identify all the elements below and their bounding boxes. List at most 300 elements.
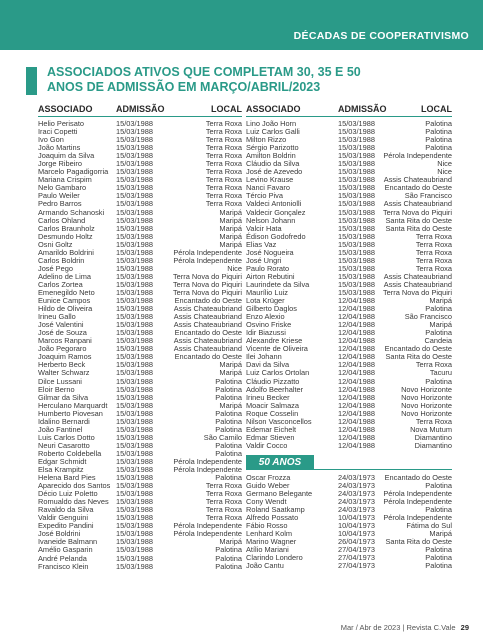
cell-name: Roque Cosselin — [246, 408, 299, 418]
cell-date: 15/03/1988 — [116, 159, 153, 169]
cell-date: 15/03/1988 — [338, 231, 375, 241]
cell-place: Assis Chateaubriand — [173, 344, 242, 354]
cell-name: Valdecir Gonçalez — [246, 207, 306, 217]
cell-name: Helio Perisato — [38, 119, 85, 128]
cell-place: Terra Nova do Piquiri — [382, 207, 452, 217]
cell-name: João Cantu — [246, 561, 284, 571]
cell-name: Idalino Bernardi — [38, 416, 90, 426]
cell-name: Vicente de Oliveira — [246, 344, 308, 354]
cell-place: Novo Horizonte — [401, 384, 452, 394]
cell-place: Palotina — [215, 440, 242, 450]
cell-date: 15/03/1988 — [116, 489, 153, 499]
cell-place: Novo Horizonte — [401, 392, 452, 402]
cell-place: Diamantino — [414, 440, 452, 450]
cell-name: Valdir Cocco — [246, 440, 288, 450]
cell-name: Elsa Krampitz — [38, 465, 84, 475]
cell-name: Edemar Eichelt — [246, 424, 297, 434]
cell-place: Assis Chateaubriand — [383, 199, 452, 209]
cell-date: 15/03/1988 — [116, 183, 153, 193]
cell-date: 26/04/1973 — [338, 537, 375, 547]
cell-place: Palotina — [425, 376, 452, 386]
cell-place: Novo Horizonte — [401, 408, 452, 418]
cell-name: Marino Wagner — [246, 537, 297, 547]
cell-place: Maripá — [219, 231, 242, 241]
cell-date: 15/03/1988 — [116, 440, 153, 450]
cell-place: Maripá — [219, 223, 242, 233]
cell-name: José de Azevedo — [246, 167, 303, 177]
cell-date: 15/03/1988 — [338, 175, 375, 185]
cell-place: Terra Roxa — [205, 199, 242, 209]
cell-place: Terra Nova do Piquiri — [172, 271, 242, 281]
cell-date: 12/04/1988 — [338, 344, 375, 354]
cell-place: Encantado do Oeste — [384, 344, 452, 354]
cell-place: Maripá — [429, 296, 452, 306]
cell-place: Encantado do Oeste — [174, 328, 242, 338]
cell-name: Luis Carlos Dotto — [38, 432, 95, 442]
cell-name: Valcir Hata — [246, 223, 282, 233]
cell-date: 15/03/1988 — [116, 207, 153, 217]
cell-date: 15/03/1988 — [338, 199, 375, 209]
cell-date: 12/04/1988 — [338, 384, 375, 394]
cell-place: Santa Rita do Oeste — [385, 223, 452, 233]
cell-name: Eunice Campos — [38, 296, 91, 306]
cell-name: Germano Belegante — [246, 489, 313, 499]
cell-name: Édison Godofredo — [246, 231, 306, 241]
cell-place: Santa Rita do Oeste — [385, 352, 452, 362]
cell-place: Terra Roxa — [205, 127, 242, 137]
cell-name: Nilson Vasconcellos — [246, 416, 312, 426]
cell-place: Palotina — [425, 119, 452, 128]
cell-name: Alexandre Kriese — [246, 336, 303, 346]
cell-date: 15/03/1988 — [116, 304, 153, 314]
footer — [341, 623, 469, 632]
cell-name: Amilton Boldrin — [246, 151, 296, 161]
cell-date: 12/04/1988 — [338, 440, 375, 450]
cell-name: Alfredo Possato — [246, 513, 299, 523]
cell-date: 15/03/1988 — [338, 207, 375, 217]
cell-place: Palotina — [215, 416, 242, 426]
cell-name: Francisco Klein — [38, 561, 89, 571]
cell-date: 24/03/1973 — [338, 497, 375, 507]
divider — [314, 469, 452, 470]
cell-name: Atílio Mariani — [246, 545, 289, 555]
cell-name: Valdeci Antoniolli — [246, 199, 302, 209]
cell-name: Irineu Gallo — [38, 312, 76, 322]
cell-name: Cláudio Pizzatto — [246, 376, 300, 386]
cell-place: Maripá — [429, 320, 452, 330]
cell-name: Décio Luiz Poletto — [38, 489, 98, 499]
cell-name: José Pego — [38, 263, 73, 273]
cell-place: Nice — [437, 167, 452, 177]
cell-date: 15/03/1988 — [116, 119, 153, 128]
cell-date: 24/03/1973 — [338, 489, 375, 499]
cell-name: Emenegildo Neto — [38, 287, 95, 297]
cell-name: Ravaldo da Silva — [38, 505, 94, 515]
cell-place: Terra Roxa — [415, 255, 452, 265]
cell-name: Dilce Lussani — [38, 376, 82, 386]
cell-place: Palotina — [215, 553, 242, 563]
cell-date: 15/03/1988 — [116, 408, 153, 418]
cell-place: Terra Roxa — [205, 119, 242, 128]
left-column — [38, 103, 242, 571]
cell-name: Hildo de Oliveira — [38, 304, 93, 314]
cell-date: 15/03/1988 — [116, 143, 153, 153]
page-number: 29 — [460, 623, 469, 632]
cell-place: Assis Chateaubriand — [383, 279, 452, 289]
cell-date: 12/04/1988 — [338, 400, 375, 410]
cell-place: Pérola Independente — [383, 513, 452, 523]
cell-date: 15/03/1988 — [116, 127, 153, 137]
right-rows-30-35 — [246, 120, 452, 450]
cell-date: 10/04/1973 — [338, 513, 375, 523]
cell-place: Maripá — [219, 215, 242, 225]
table-row — [38, 563, 242, 571]
cell-name: André Pelanda — [38, 553, 87, 563]
cell-place: Terra Nova do Piquiri — [172, 287, 242, 297]
cell-name: Herculano Marquardt — [38, 400, 108, 410]
cell-name: Carlos Ohland — [38, 215, 86, 225]
title-accent-icon — [26, 67, 37, 95]
cell-place: São Francisco — [404, 191, 452, 201]
cell-place: Pérola Independente — [383, 489, 452, 499]
cell-date: 15/03/1988 — [116, 175, 153, 185]
cell-name: José Ungri — [246, 255, 282, 265]
cell-name: Lino João Horn — [246, 119, 297, 128]
cell-name: Joaquim da Silva — [38, 151, 95, 161]
cell-place: Nice — [227, 263, 242, 273]
cell-name: Osni Goltz — [38, 239, 73, 249]
cell-date: 15/03/1988 — [116, 432, 153, 442]
cell-date: 15/03/1988 — [116, 473, 153, 483]
cell-date: 15/03/1988 — [116, 553, 153, 563]
cell-place: Terra Roxa — [205, 143, 242, 153]
cell-date: 15/03/1988 — [116, 287, 153, 297]
cell-place: Encantado do Oeste — [384, 183, 452, 193]
cell-name: Helena Bard Pies — [38, 473, 96, 483]
cell-place: Assis Chateaubriand — [173, 336, 242, 346]
cell-place: São Camilo — [203, 432, 242, 442]
cell-name: Iraci Copetti — [38, 127, 78, 137]
cell-name: João Fantinel — [38, 424, 83, 434]
cell-name: Marcos Ranpani — [38, 336, 92, 346]
cell-name: Eloir Berno — [38, 384, 75, 394]
cell-place: Palotina — [425, 127, 452, 137]
cell-date: 15/03/1988 — [338, 215, 375, 225]
cell-date: 15/03/1988 — [116, 255, 153, 265]
cell-date: 15/03/1988 — [338, 239, 375, 249]
cell-place: Maripá — [429, 529, 452, 539]
left-rows — [38, 120, 242, 571]
cell-date: 15/03/1988 — [116, 328, 153, 338]
cell-date: 15/03/1988 — [116, 223, 153, 233]
cell-place: Candeia — [424, 336, 452, 346]
cell-date: 15/03/1988 — [116, 545, 153, 555]
header-associado: ASSOCIADO — [246, 104, 301, 114]
footer-text: Mar / Abr de 2023 | Revista C.Vale — [340, 623, 456, 632]
cell-date: 12/04/1988 — [338, 352, 375, 362]
cell-date: 24/03/1973 — [338, 505, 375, 515]
cell-date: 15/03/1988 — [116, 481, 153, 491]
cell-name: Tércio Piva — [246, 191, 283, 201]
cell-date: 15/03/1988 — [338, 279, 375, 289]
cell-date: 15/03/1988 — [116, 376, 153, 386]
cell-date: 15/03/1988 — [338, 119, 375, 128]
cell-name: Ivaneide Balmann — [38, 537, 98, 547]
cell-date: 15/03/1988 — [116, 424, 153, 434]
cell-place: Terra Roxa — [205, 175, 242, 185]
cell-place: Terra Roxa — [205, 481, 242, 491]
cell-name: Adolfo Beerhalter — [246, 384, 304, 394]
cell-name: Elias Vaz — [246, 239, 277, 249]
cell-place: Encantado do Oeste — [384, 472, 452, 482]
cell-place: Maripá — [219, 207, 242, 217]
header-local: LOCAL — [211, 104, 242, 114]
cell-name: Nelson Johann — [246, 215, 296, 225]
cell-name: Maurílio Luiz — [246, 287, 288, 297]
cell-name: Cony Wendt — [246, 497, 287, 507]
cell-date: 15/03/1988 — [116, 247, 153, 257]
cell-name: Edgar Schmidt — [38, 456, 87, 466]
header-admissao: ADMISSÃO — [116, 104, 165, 114]
cell-place: Terra Roxa — [205, 183, 242, 193]
cell-date: 12/04/1988 — [338, 392, 375, 402]
cell-date: 15/03/1988 — [338, 247, 375, 257]
cell-place: Tacuru — [429, 368, 452, 378]
cell-date: 15/03/1988 — [116, 231, 153, 241]
cell-place: Novo Horizonte — [401, 400, 452, 410]
cell-date: 15/03/1988 — [116, 352, 153, 362]
cell-place: Terra Roxa — [205, 151, 242, 161]
cell-date: 15/03/1988 — [116, 561, 153, 571]
cell-name: Davi da Silva — [246, 360, 290, 370]
cell-place: Encantado do Oeste — [174, 352, 242, 362]
cell-date: 12/04/1988 — [338, 368, 375, 378]
cell-date: 15/03/1988 — [116, 392, 153, 402]
cell-date: 15/03/1988 — [116, 537, 153, 547]
right-column — [246, 103, 452, 570]
cell-place: Assis Chateaubriand — [173, 320, 242, 330]
cell-date: 15/03/1988 — [116, 416, 153, 426]
cell-place: Terra Roxa — [205, 513, 242, 523]
cell-date: 15/03/1988 — [116, 368, 153, 378]
cell-name: Luiz Carlos Ortolan — [246, 368, 310, 378]
cell-date: 15/03/1988 — [116, 400, 153, 410]
cell-place: Fátima do Sul — [406, 521, 452, 531]
cell-date: 15/03/1988 — [338, 191, 375, 201]
cell-date: 24/03/1973 — [338, 480, 375, 490]
right-column-header — [246, 103, 452, 117]
cell-date: 15/03/1988 — [338, 183, 375, 193]
cell-date: 15/03/1988 — [338, 127, 375, 137]
cell-place: Palotina — [215, 448, 242, 458]
cell-place: Pérola Independente — [173, 247, 242, 257]
cell-name: Fábio Rosso — [246, 521, 288, 531]
cell-name: Aparecido dos Santos — [38, 481, 111, 491]
cell-date: 27/04/1973 — [338, 561, 375, 571]
cell-date: 12/04/1988 — [338, 328, 375, 338]
cell-name: Paulo Weiler — [38, 191, 80, 201]
cell-place: Diamantino — [414, 432, 452, 442]
cell-place: Palotina — [215, 384, 242, 394]
cell-date: 15/03/1988 — [116, 279, 153, 289]
cell-date: 10/04/1973 — [338, 521, 375, 531]
cell-place: Pérola Independente — [173, 456, 242, 466]
cell-name: José Nogueira — [246, 247, 294, 257]
cell-place: Terra Roxa — [205, 191, 242, 201]
cell-place: Nova Mutum — [410, 424, 452, 434]
cell-place: Palotina — [425, 545, 452, 555]
cell-place: Terra Roxa — [415, 263, 452, 273]
cell-date: 15/03/1988 — [338, 287, 375, 297]
cell-place: Palotina — [215, 424, 242, 434]
cell-place: Pérola Independente — [383, 151, 452, 161]
cell-name: Idir Biazussi — [246, 328, 286, 338]
cell-date: 24/03/1973 — [338, 472, 375, 482]
cell-date: 15/03/1988 — [116, 271, 153, 281]
cell-date: 12/04/1988 — [338, 376, 375, 386]
cell-name: Clarindo Londero — [246, 553, 303, 563]
cell-date: 15/03/1988 — [116, 497, 153, 507]
cell-date: 15/03/1988 — [116, 239, 153, 249]
cell-name: Roland Saatkamp — [246, 505, 305, 515]
cell-place: Maripá — [219, 239, 242, 249]
cell-place: Pérola Independente — [173, 529, 242, 539]
cell-name: Gilmar da Silva — [38, 392, 89, 402]
cell-name: Adelino de Lima — [38, 271, 92, 281]
cell-date: 27/04/1973 — [338, 545, 375, 555]
cell-date: 12/04/1988 — [338, 408, 375, 418]
cell-place: Terra Roxa — [415, 247, 452, 257]
cell-name: Carlos Boldrin — [38, 255, 85, 265]
cell-place: Palotina — [425, 561, 452, 571]
cell-name: Enzo Alexio — [246, 312, 285, 322]
cell-name: Marcelo Pagadigorria — [38, 167, 109, 177]
cell-name: Amarildo Boldrini — [38, 247, 94, 257]
cell-date: 15/03/1988 — [338, 143, 375, 153]
cell-name: Pedro Barros — [38, 199, 82, 209]
cell-place: Santa Rita do Oeste — [385, 215, 452, 225]
left-column-header — [38, 103, 242, 117]
cell-place: Maripá — [219, 368, 242, 378]
cell-name: Moacir Salmaza — [246, 400, 299, 410]
cell-date: 15/03/1988 — [116, 336, 153, 346]
cell-name: Amélio Gasparin — [38, 545, 93, 555]
cell-place: Pérola Independente — [173, 255, 242, 265]
cell-name: Guido Weber — [246, 480, 290, 490]
cell-name: Neuri Casarotto — [38, 440, 90, 450]
right-rows-50 — [246, 474, 452, 571]
cell-place: Palotina — [425, 304, 452, 314]
cell-place: Palotina — [215, 473, 242, 483]
cell-date: 15/03/1988 — [338, 271, 375, 281]
cell-date: 15/03/1988 — [116, 167, 153, 177]
cell-place: Palotina — [425, 480, 452, 490]
cell-name: José Valentini — [38, 320, 84, 330]
cell-place: Palotina — [425, 328, 452, 338]
cell-date: 15/03/1988 — [116, 513, 153, 523]
cell-date: 15/03/1988 — [338, 135, 375, 145]
header-local: LOCAL — [421, 104, 452, 114]
cell-name: Nelo Gambaro — [38, 183, 87, 193]
cell-date: 15/03/1988 — [116, 191, 153, 201]
cell-date: 10/04/1973 — [338, 529, 375, 539]
table-row — [246, 562, 452, 570]
cell-date: 15/03/1988 — [116, 448, 153, 458]
cell-date: 15/03/1988 — [116, 465, 153, 475]
cell-name: João Martins — [38, 143, 81, 153]
cell-name: João Pegoraro — [38, 344, 87, 354]
cell-place: Assis Chateaubriand — [173, 304, 242, 314]
cell-date: 15/03/1988 — [116, 360, 153, 370]
header-admissao: ADMISSÃO — [338, 104, 387, 114]
cell-date: 12/04/1988 — [338, 416, 375, 426]
cell-date: 15/03/1988 — [116, 384, 153, 394]
cell-date: 12/04/1988 — [338, 360, 375, 370]
cell-name: Carlos Zortea — [38, 279, 83, 289]
cell-name: Milton Rizzo — [246, 135, 287, 145]
cell-place: Terra Roxa — [205, 489, 242, 499]
cell-date: 15/03/1988 — [116, 135, 153, 145]
cell-name: Oscar Frozza — [246, 472, 291, 482]
cell-date: 15/03/1988 — [116, 215, 153, 225]
cell-place: Palotina — [425, 553, 452, 563]
sub-section-header — [246, 454, 452, 472]
cell-place: Pérola Independente — [383, 497, 452, 507]
cell-place: Palotina — [425, 505, 452, 515]
cell-place: São Francisco — [404, 312, 452, 322]
cell-place: Terra Roxa — [205, 505, 242, 515]
cell-name: Humberto Piovesan — [38, 408, 103, 418]
cell-place: Palotina — [215, 392, 242, 402]
cell-date: 15/03/1988 — [116, 320, 153, 330]
cell-place: Pérola Independente — [173, 465, 242, 475]
cell-place: Maripá — [219, 360, 242, 370]
cell-date: 15/03/1988 — [116, 312, 153, 322]
cell-name: Joaquim Ramos — [38, 352, 92, 362]
cell-name: José Boldrini — [38, 529, 81, 539]
cell-place: Assis Chateaubriand — [173, 312, 242, 322]
cell-date: 15/03/1988 — [116, 263, 153, 273]
cell-date: 15/03/1988 — [338, 255, 375, 265]
cell-place: Palotina — [215, 376, 242, 386]
cell-place: Assis Chateaubriand — [383, 271, 452, 281]
cell-name: Herberto Beck — [38, 360, 86, 370]
cell-place: Maripá — [219, 400, 242, 410]
cell-place: Terra Roxa — [415, 360, 452, 370]
cell-date: 12/04/1988 — [338, 320, 375, 330]
cell-place: Palotina — [215, 545, 242, 555]
cell-place: Palotina — [425, 143, 452, 153]
cell-name: Carlos Braunholz — [38, 223, 95, 233]
cell-place: Terra Nova do Piquiri — [382, 287, 452, 297]
cell-date: 15/03/1988 — [116, 199, 153, 209]
cell-place: Palotina — [425, 135, 452, 145]
table-row — [246, 442, 452, 450]
cell-place: Palotina — [215, 561, 242, 571]
cell-name: Jorge Ribeiro — [38, 159, 82, 169]
cell-name: Irineu Becker — [246, 392, 290, 402]
cell-place: Maripá — [219, 537, 242, 547]
cell-place: Terra Roxa — [415, 231, 452, 241]
section-label: DÉCADAS DE COOPERATIVISMO — [293, 30, 469, 42]
cell-place: Terra Roxa — [205, 167, 242, 177]
cell-date: 12/04/1988 — [338, 296, 375, 306]
cell-date: 15/03/1988 — [338, 223, 375, 233]
cell-name: Nanci Favaro — [246, 183, 290, 193]
cell-name: Armando Schanoski — [38, 207, 105, 217]
cell-name: Gilberto Daglos — [246, 304, 297, 314]
cell-place: Santa Rita do Oeste — [385, 537, 452, 547]
